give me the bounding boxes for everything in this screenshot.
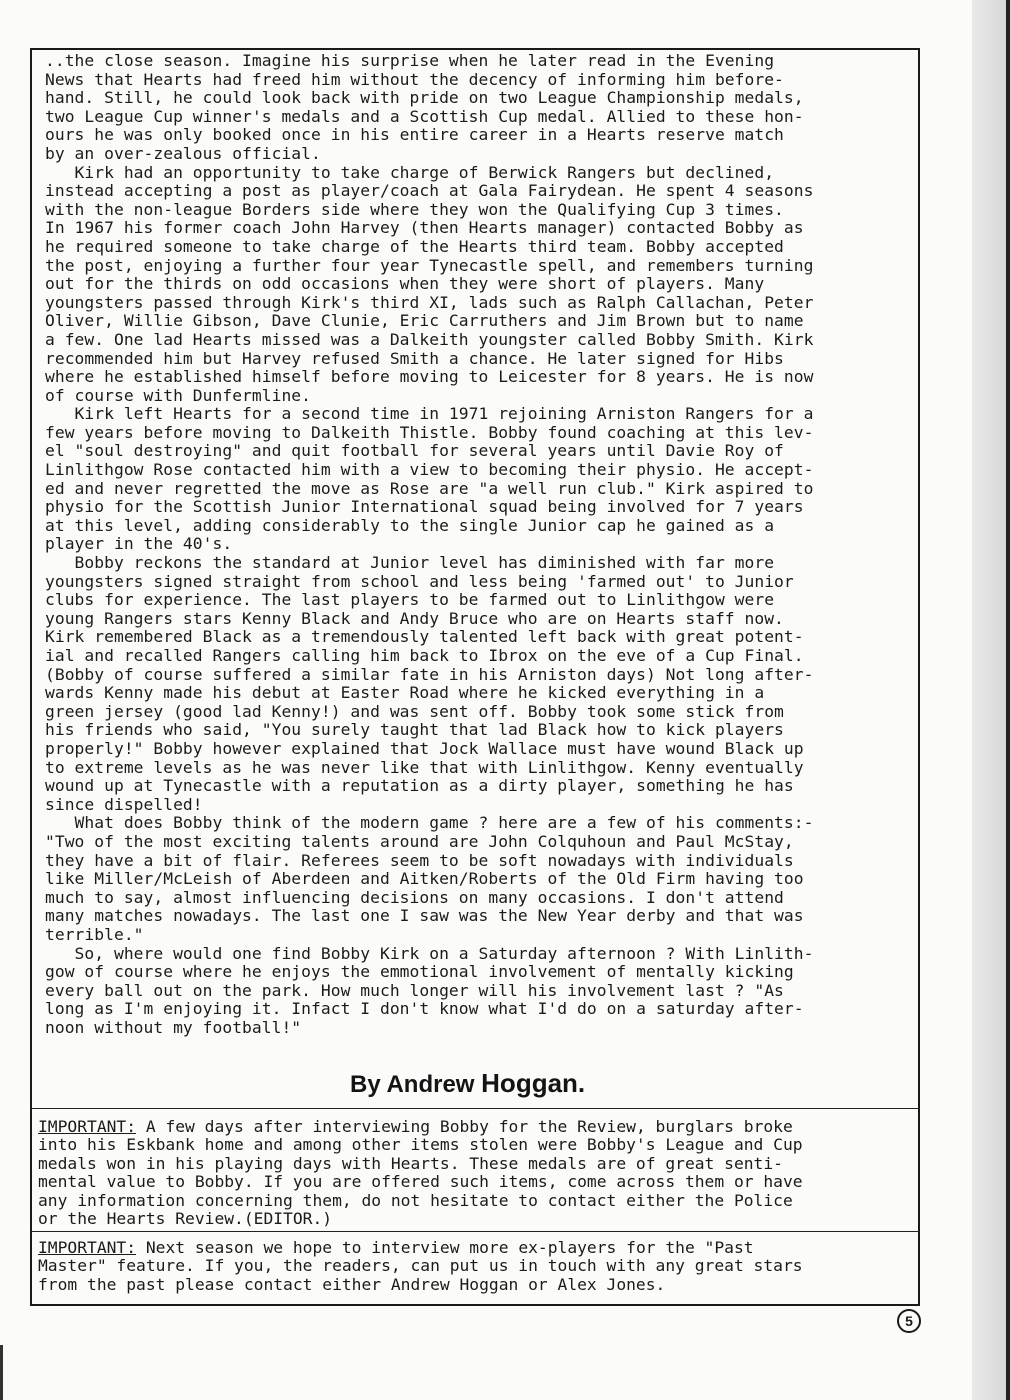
page-number-badge: 5: [897, 1309, 921, 1333]
notice-stolen-medals: [38, 1118, 918, 1228]
notice-divider-2: [30, 1231, 920, 1232]
byline-by: By: [350, 1071, 381, 1098]
scan-shadow: [0, 1345, 3, 1400]
notice-2-text: Next season we hope to interview more ex-players for the "Past Master" feature. If you, the readers, can put us in touch with any great stars from the past please contact either Andrew Hoggan or Alex Jones.: [38, 1238, 803, 1294]
paragraph-3: Kirk left Hearts for a second time in 1971 rejoining Arniston Rangers for a few years before moving to Dalkeith Thistle. Bobby found coaching at this lev- el "soul destroying" and quit football for several years until Davie Roy of Linlithgow Rose contacted him with a view to becoming their physio. He accept- ed and never regretted the move as Rose are "a well run club." Kirk aspired to physio for the Scottish Junior International squad being involved for 7 years at this level, adding considerably to the single Junior cap he gained as a player in the 40's.: [45, 404, 814, 554]
byline-last-name: Hoggan.: [481, 1068, 586, 1098]
notice-2-lead: IMPORTANT:: [38, 1238, 137, 1257]
paragraph-5: What does Bobby think of the modern game ? here are a few of his comments:- "Two of the most exciting talents around are John Colquhoun and Paul McStay, they have a bit of flair. Referees seem to be soft nowadays with individuals like Miller/McLeish of Aberdeen and Aitken/Roberts of the Old Firm having too much to say, almost influencing decisions on many occasions. I don't attend many matches nowadays. The last one I saw was the New Year derby and that was terrible.": [45, 813, 814, 944]
scanner-edge: [972, 0, 1010, 1400]
paragraph-2: Kirk had an opportunity to take charge of Berwick Rangers but declined, instead accepting a post as player/coach at Gala Fairydean. He spent 4 seasons with the non-league Borders side where they won the Qualifying Cup 3 times. In 1967 his former coach John Harvey (then Hearts manager) contacted Bobby as he required someone to take charge of the Hearts third team. Bobby accepted the post, enjoying a further four year Tynecastle spell, and remembers turning out for the thirds on odd occasions when they were short of players. Many youngsters passed through Kirk's third XI, lads such as Ralph Callachan, Peter Oliver, Willie Gibson, Dave Clunie, Eric Carruthers and Jim Brown but to name a few. One lad Hearts missed was a Dalkeith youngster called Bobby Smith. Kirk recommended him but Harvey refused Smith a chance. He later signed for Hibs where he established himself before moving to Leicester for 8 years. He is now of course with Dunfermline.: [45, 162, 814, 405]
article-body: [45, 52, 925, 1037]
notice-1-lead: IMPORTANT:: [38, 1117, 137, 1136]
paragraph-1: ..the close season. Imagine his surprise when he later read in the Evening News that Hearts had freed him without the decency of informing him before- hand. Still, he could look back with pride on two League Championship medals, two League Cup winner's medals and a Scottish Cup medal. Allied to these hon- ours he was only booked once in his entire career in a Hearts reserve match by an over-zealous official.: [45, 51, 804, 163]
byline-first-name: Andrew: [386, 1071, 475, 1098]
author-byline: [350, 1068, 585, 1099]
notice-1-text: A few days after interviewing Bobby for the Review, burglars broke into his Eskbank home and among other items stolen were Bobby's League and Cup medals won in his playing days with Hearts. These medals are of great senti- mental value to Bobby. If you are offered such items, come across them or have any information concerning them, do not hesitate to contact either the Police or the Hearts Review.(EDITOR.): [38, 1117, 803, 1229]
notice-divider-1: [30, 1108, 920, 1109]
paragraph-6: So, where would one find Bobby Kirk on a Saturday afternoon ? With Linlith- gow of course where he enjoys the emmotional involvement of mentally kicking every ball out on the park. How much longer will his involvement last ? "As long as I'm enjoying it. Infact I don't know what I'd do on a saturday after- noon without my football!": [45, 943, 814, 1037]
paragraph-4: Bobby reckons the standard at Junior level has diminished with far more youngsters signed straight from school and less being 'farmed out' to Junior clubs for experience. The last players to be farmed out to Linlithgow were young Rangers stars Kenny Black and Andy Bruce who are on Hearts staff now. Kirk remembered Black as a tremendously talented left back with great potent- ial and recalled Rangers calling him back to Ibrox on the eve of a Cup Final. (Bobby of course suffered a similar fate in his Arniston days) Not long after- wards Kenny made his debut at Easter Road where he kicked everything in a green jersey (good lad Kenny!) and was sent off. Bobby took some stick from his friends who said, "You surely taught that lad Black how to kick players properly!" Bobby however explained that Jock Wallace must have wound Black up to extreme levels as he was never like that with Linlithgow. Kenny eventually wound up at Tynecastle with a reputation as a dirty player, something he has since dispelled!: [45, 553, 814, 814]
notice-past-master: [38, 1239, 918, 1294]
